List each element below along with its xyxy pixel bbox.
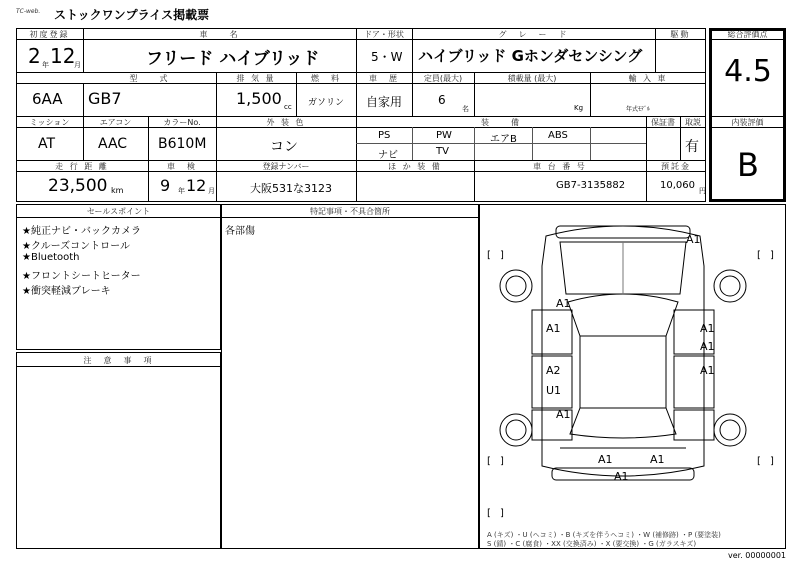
interior-score: B — [737, 146, 759, 184]
label-chassis-no: 車 台 番 号 — [533, 162, 587, 171]
wheel-rear-right — [714, 414, 746, 446]
damage-mark: A1 — [686, 233, 701, 246]
import-year-model: 年式ﾓﾃﾞﾙ — [626, 106, 651, 113]
label-mission: ミッション — [29, 118, 70, 127]
legend-line: A (キズ) ・U (ヘコミ) ・B (キズを伴うヘコミ) ・W (補修跡) ・P (要塗装) — [487, 531, 721, 539]
label-inspection: 車 検 — [167, 162, 197, 171]
damage-mark: A1 — [546, 322, 561, 335]
equip-pw: PW — [436, 130, 452, 141]
damage-mark: A1 — [556, 408, 571, 421]
label-other-equip: ほ か 装 備 — [388, 162, 442, 171]
model-prefix: 6AA — [32, 90, 63, 108]
label-drive: 駆動 — [670, 30, 691, 39]
wheel-rear-left — [500, 414, 532, 446]
damage-mark: A1 — [556, 297, 571, 310]
label-interior-score: 内装評価 — [731, 118, 764, 127]
label-model: 型 式 — [129, 74, 170, 83]
capacity-unit: 名 — [462, 105, 469, 113]
overall-score: 4.5 — [724, 54, 772, 89]
door-shape: 5・W — [371, 50, 403, 64]
label-capacity: 定員(最大) — [423, 74, 463, 83]
inspection-month-unit: 月 — [208, 187, 215, 195]
notes-panel — [221, 204, 479, 549]
displacement-unit: cc — [284, 103, 292, 111]
rear-window — [570, 408, 676, 438]
sales-point-item: ★Bluetooth — [22, 252, 80, 263]
recycle-fee: 10,060 — [660, 180, 695, 191]
equip-navi: ナビ — [378, 150, 398, 161]
label-load-capacity: 積載量 (最大) — [507, 74, 557, 83]
bracket: ] — [770, 456, 774, 467]
label-color-no: カラーNo. — [163, 118, 201, 127]
windshield — [568, 294, 678, 336]
spec-table-rule — [83, 83, 84, 116]
label-import: 輸 入 車 — [628, 74, 668, 83]
capacity: 6 — [438, 93, 446, 107]
mission: AT — [38, 136, 56, 152]
damage-mark: A1 — [650, 453, 665, 466]
reg-month-unit: 月 — [74, 61, 81, 69]
bracket: ] — [500, 250, 504, 261]
damage-mark: A1 — [700, 340, 715, 353]
label-notes: 特記事項・不具合箇所 — [310, 207, 390, 216]
equip-ps: PS — [378, 130, 391, 141]
version-label: ver. 00000001 — [727, 551, 786, 560]
displacement: 1,500 — [236, 89, 282, 108]
aircon: AAC — [98, 136, 128, 152]
bracket: ] — [500, 508, 504, 519]
rear-right-quarter — [674, 410, 714, 440]
inspection-year: 9 — [160, 176, 171, 195]
panel-rule — [16, 217, 221, 218]
reg-year-unit: 年 — [42, 61, 49, 69]
load-unit: Kg — [574, 104, 584, 112]
label-grade: グ レ ー ド — [498, 30, 569, 39]
label-sales-points: セールスポイント — [86, 207, 151, 216]
plate: 大阪531な3123 — [250, 182, 332, 195]
notes-text: 各部傷 — [225, 226, 255, 237]
model: GB7 — [88, 89, 122, 108]
car-diagram — [480, 206, 784, 526]
label-displacement: 排 気 量 — [236, 74, 276, 83]
exterior-color: コン — [270, 139, 298, 155]
label-aircon: エアコン — [99, 118, 132, 127]
label-recycle-fee: 預託金 — [661, 162, 691, 171]
color-no: B610M — [158, 136, 207, 152]
sales-point-item: ★純正ナビ・バックカメラ — [22, 226, 141, 237]
reg-year: 2 — [28, 44, 41, 68]
wheel-front-left — [500, 270, 532, 302]
damage-mark: A1 — [700, 364, 715, 377]
damage-mark: A1 — [614, 470, 629, 483]
panel-rule — [16, 366, 221, 367]
grade: ハイブリッド Gホンダセンシング — [418, 47, 643, 65]
bracket: ] — [770, 250, 774, 261]
label-warranty: 保証書 — [651, 118, 675, 127]
bracket: [ — [487, 250, 491, 261]
fuel: ガソリン — [308, 98, 345, 108]
mileage: 23,500 — [48, 176, 108, 196]
bracket: [ — [487, 508, 491, 519]
damage-mark: A1 — [598, 453, 613, 466]
label-door-shape: ドア・形状 — [364, 30, 404, 39]
damage-mark: A2 — [546, 364, 561, 377]
label-exterior-color: 外 装 色 — [266, 118, 306, 127]
equip-abs: ABS — [548, 130, 568, 141]
equip-tv: TV — [436, 146, 449, 157]
wheel-front-right — [714, 270, 746, 302]
document-title: ストックワンプライス掲載票 — [54, 8, 210, 22]
manual: 有 — [685, 139, 699, 155]
label-caution: 注 意 事 項 — [83, 356, 154, 365]
label-history: 車 歴 — [369, 74, 399, 83]
caution-panel — [16, 352, 221, 549]
sales-point-item: ★衝突軽減ブレーキ — [22, 286, 111, 297]
label-first-reg: 初度登録 — [29, 30, 70, 39]
logo: TC-web. — [16, 8, 41, 15]
inspection-month: 12 — [186, 176, 207, 195]
roof — [580, 336, 666, 408]
sales-point-item: ★フロントシートヒーター — [22, 271, 141, 282]
inspection-year-unit: 年 — [178, 187, 185, 195]
bracket: [ — [757, 250, 761, 261]
label-fuel: 燃 料 — [311, 74, 341, 83]
mileage-unit: km — [111, 186, 124, 195]
label-mileage: 走 行 距 離 — [55, 162, 109, 171]
label-car-name: 車 名 — [199, 30, 240, 39]
equip-airbag: エアB — [490, 134, 517, 145]
history: 自家用 — [366, 95, 403, 109]
car-name: フリード ハイブリッド — [146, 49, 320, 69]
bracket: [ — [757, 456, 761, 467]
label-manual: 取説 — [685, 118, 701, 127]
bracket: ] — [500, 456, 504, 467]
legend-line: S (錆) ・C (腐食) ・XX (交換済み) ・X (要交換) ・G (ガラスキズ) — [487, 540, 697, 548]
label-plate: 登録ナンバー — [262, 162, 310, 171]
front-bumper — [556, 226, 690, 238]
sales-point-item: ★クルーズコントロール — [22, 241, 130, 252]
reg-month: 12 — [50, 44, 76, 68]
label-equipment: 装 備 — [481, 118, 521, 127]
chassis-no: GB7-3135882 — [556, 180, 626, 191]
recycle-unit: 円 — [699, 187, 706, 195]
damage-mark: A1 — [700, 322, 715, 335]
damage-mark: U1 — [546, 384, 562, 397]
label-overall-score: 総合評価点 — [727, 30, 768, 39]
panel-rule — [221, 217, 479, 218]
bracket: [ — [487, 456, 491, 467]
